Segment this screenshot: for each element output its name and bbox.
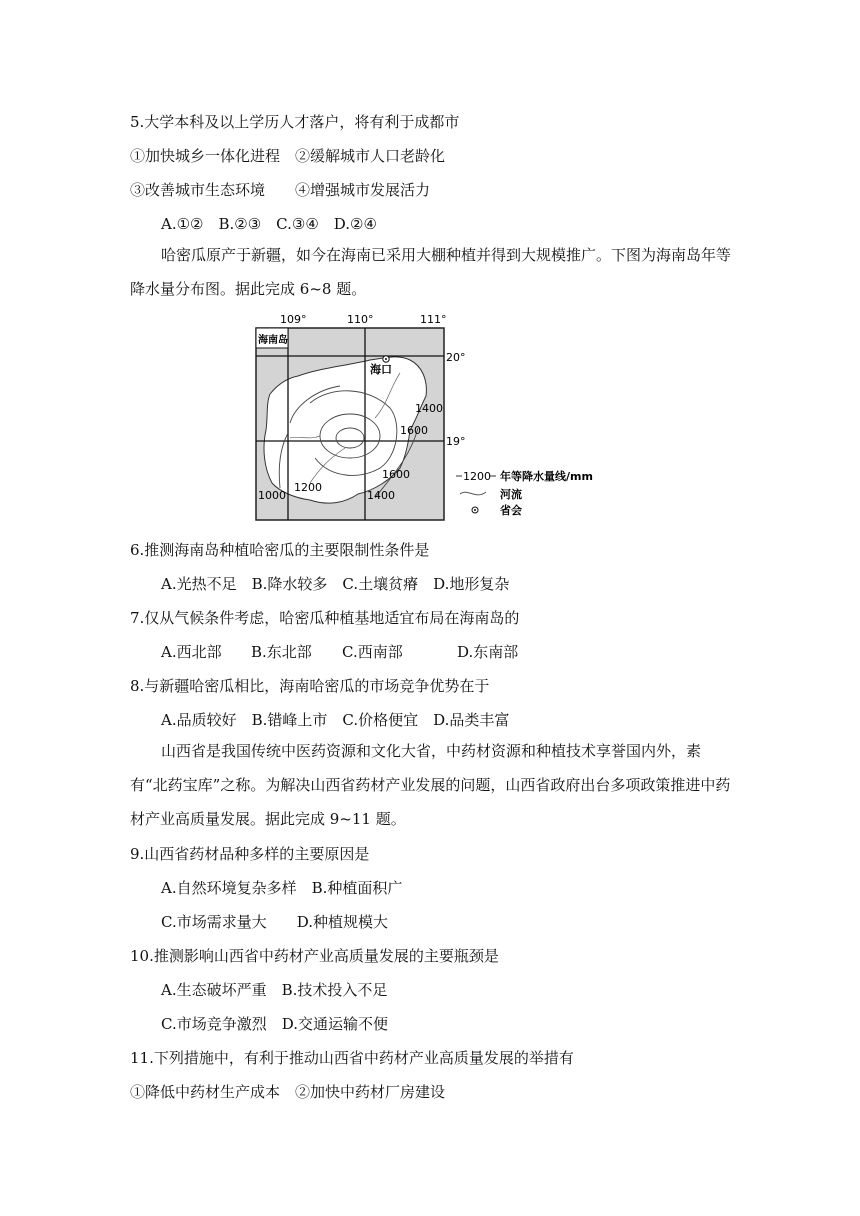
q11-items-line1: ①降低中药材生产成本 ②加快中药材厂房建设 (130, 1083, 446, 1101)
lat-label-20: 20° (446, 351, 466, 364)
lon-label-110: 110° (347, 313, 374, 326)
hainan-precipitation-map (250, 308, 630, 523)
intro-9-11: 山西省是我国传统中医药资源和文化大省，中药材资源和种植技术享誉国内外，素有“北药宝库”之称。为解决山西省药材产业发展的问题，山西省政府出台多项政策推进中药材产业高质量发展。据此完成 9~11 题。 (130, 742, 731, 828)
lon-label-109: 109° (280, 313, 307, 326)
q6-options: A.光热不足 B.降水较多 C.土壤贫瘠 D.地形复杂 (161, 575, 510, 593)
q5-stem: 5.大学本科及以上学历人才落户，将有利于成都市 (130, 113, 460, 131)
q7-option-a: A.西北部 (161, 643, 222, 661)
intro-6-8: 哈密瓜原产于新疆，如今在海南已采用大棚种植并得到大规模推广。下图为海南岛年等降水量分布图。据此完成 6~8 题。 (130, 246, 732, 298)
q9-options-line1: A.自然环境复杂多样 B.种植面积广 (161, 879, 403, 897)
q5-items-line2: ③改善城市生态环境 ④增强城市发展活力 (130, 181, 431, 199)
isohyet-label-1000: 1000 (258, 489, 286, 502)
q7-option-c: C.西南部 (342, 643, 403, 661)
q9-stem: 9.山西省药材品种多样的主要原因是 (130, 845, 370, 863)
q10-options-line1: A.生态破坏严重 B.技术投入不足 (161, 981, 388, 999)
q5-items-line1: ①加快城乡一体化进程 ②缓解城市人口老龄化 (130, 147, 446, 165)
legend-capital-label: 省会 (500, 504, 522, 517)
legend-river-symbol (460, 492, 486, 495)
lat-label-19: 19° (446, 435, 466, 448)
q5-options: A.①② B.②③ C.③④ D.②④ (161, 215, 377, 233)
q10-options-line2: C.市场竞争激烈 D.交通运输不便 (161, 1015, 388, 1033)
isohyet-label-1200: 1200 (294, 481, 322, 494)
q7-option-b: B.东北部 (251, 643, 312, 661)
legend-river-label: 河流 (500, 488, 522, 501)
isohyet-label-1600-south: 1600 (382, 468, 410, 481)
q7-stem: 7.仅从气候条件考虑，哈密瓜种植基地适宜布局在海南岛的 (130, 609, 520, 627)
lon-label-111: 111° (420, 313, 447, 326)
map-title: 海南岛 (258, 335, 288, 346)
city-label-haikou: 海口 (370, 363, 392, 376)
q9-options-line2: C.市场需求量大 D.种植规模大 (161, 913, 388, 931)
legend-isohyet-label: 年等降水量线/mm (500, 470, 593, 483)
q8-options: A.品质较好 B.错峰上市 C.价格便宜 D.品类丰富 (161, 711, 510, 729)
isohyet-label-1600-east: 1600 (400, 424, 428, 437)
q6-stem: 6.推测海南岛种植哈密瓜的主要限制性条件是 (130, 541, 430, 559)
legend-capital-dot (474, 509, 476, 511)
q10-stem: 10.推测影响山西省中药材产业高质量发展的主要瓶颈是 (130, 947, 499, 965)
map-legend (456, 469, 593, 517)
q7-option-d: D.东南部 (457, 643, 519, 661)
legend-isohyet-sample: 1200 (463, 470, 491, 483)
capital-marker-dot (385, 358, 387, 360)
q11-stem: 11.下列措施中，有利于推动山西省中药材产业高质量发展的举措有 (130, 1049, 574, 1067)
q8-stem: 8.与新疆哈密瓜相比，海南哈密瓜的市场竞争优势在于 (130, 677, 490, 695)
isohyet-label-1400-east: 1400 (415, 402, 443, 415)
isohyet-label-1400-south: 1400 (367, 489, 395, 502)
